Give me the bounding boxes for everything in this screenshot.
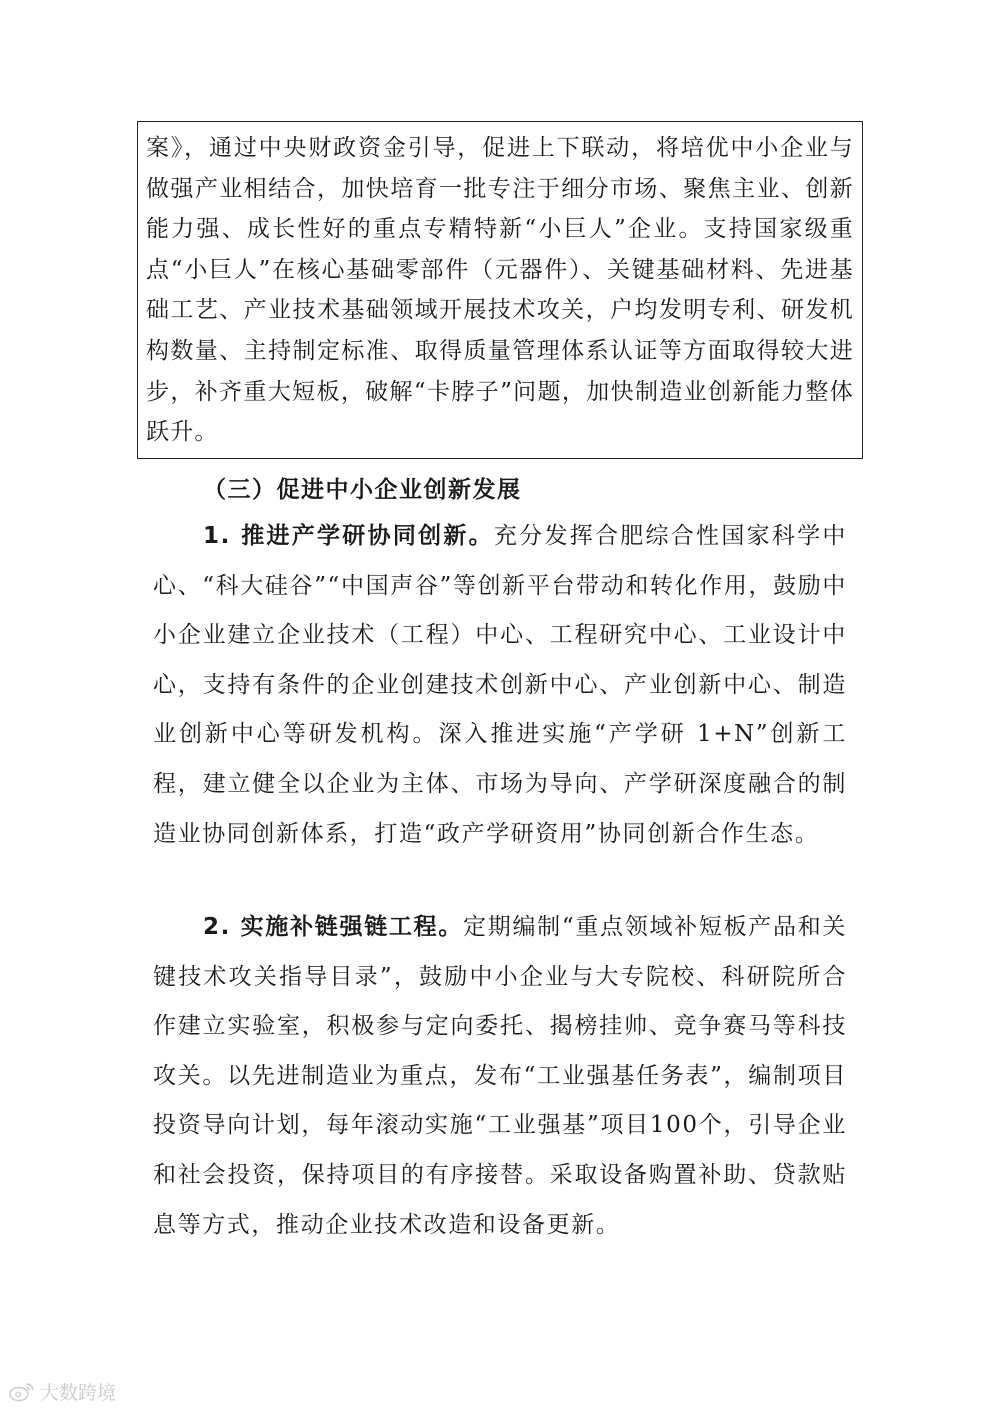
section-heading: （三）促进中小企业创新发展 [203,477,522,503]
boxed-paragraph: 案》，通过中央财政资金引导，促进上下联动，将培优中小企业与做强产业相结合，加快培育一批专注于细分市场、聚焦主业、创新能力强、成长性好的重点专精特新“小巨人”企业。支持国家级重点“小巨人”在核心基础零部件（元器件）、关键基础材料、先进基础工艺、产业技术基础领域开展技术攻关，户均发明专利、研发机构数量、主持制定标准、取得质量管理体系认证等方面取得较大进步，补齐重大短板，破解“卡脖子”问题，加快制造业创新能力整体跃升。 [146,135,854,446]
paragraph-2-lead: 2. 实施补链强链工程。 [203,914,464,940]
boxed-text-frame [137,121,863,459]
watermark-text: 大数跨境 [40,1382,117,1404]
paragraph-1 [153,512,847,859]
paragraph-1-lead: 1. 推进产学研协同创新。 [203,523,494,549]
weibo-logo-icon [8,1381,36,1403]
paragraph-2-text: 定期编制“重点领域补短板产品和关键技术攻关指导目录”，鼓励中小企业与大专院校、科研院所合作建立实验室，积极参与定向委托、揭榜挂帅、竞争赛马等科技攻关。以先进制造业为重点，发布“工业强基任务表”，编制项目投资导向计划，每年滚动实施“工业强基”项目100个，引导企业和社会投资，保持项目的有序接替。采取设备购置补助、贷款贴息等方式，推动企业技术改造和设备更新。 [153,914,848,1238]
paragraph-2 [153,903,847,1250]
watermark [8,1378,116,1405]
paragraph-1-text: 充分发挥合肥综合性国家科学中心、“科大硅谷”“中国声谷”等创新平台带动和转化作用，鼓励中小企业建立企业技术（工程）中心、工程研究中心、工业设计中心，支持有条件的企业创建技术创新中心、产业创新中心、制造业创新中心等研发机构。深入推进实施“产学研 1+N”创新工程，建立健全以企业为主体、市场为导向、产学研深度融合的制造业协同创新体系，打造“政产学研资用”协同创新合作生态。 [153,523,847,847]
